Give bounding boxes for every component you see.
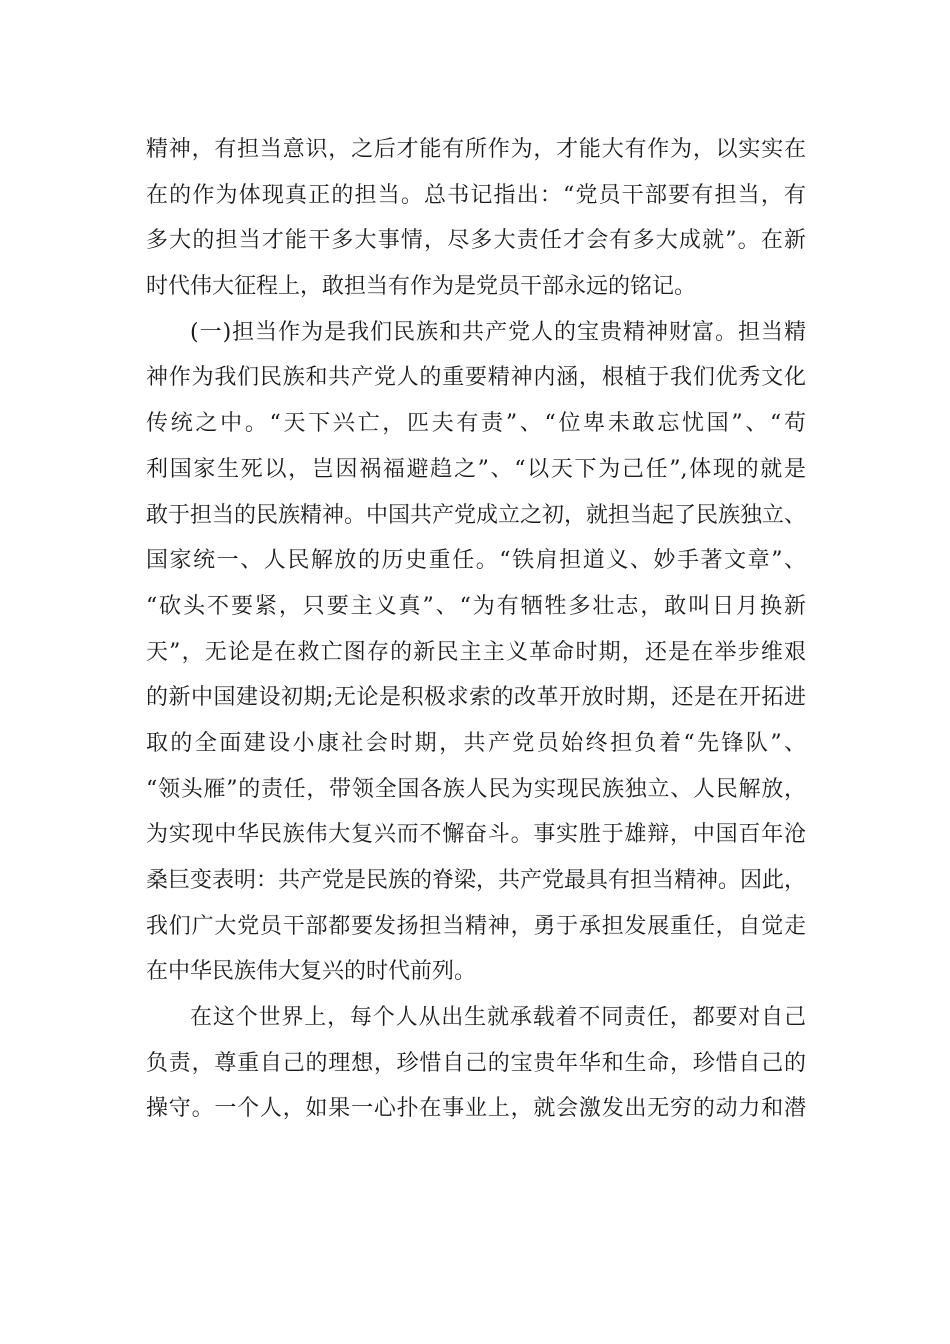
text-line: “领头雁”的责任，带领全国各族人民为实现民族独立、人民解放， [146, 776, 806, 802]
paragraph-first-line: 在这个世界上，每个人从出生就承载着不同责任，都要对自己 [190, 1005, 806, 1031]
text-line: “砍头不要紧，只要主义真”、“为有牺牲多壮志，敢叫日月换新 [146, 593, 806, 619]
text-line: 精神，有担当意识，之后才能有所作为，才能大有作为，以实实在 [146, 137, 806, 162]
text-line: 操守。一个人，如果一心扑在事业上，就会激发出无穷的动力和潜 [146, 1096, 806, 1122]
text-line: 桑巨变表明：共产党是民族的脊梁，共产党最具有担当精神。因此， [146, 868, 807, 893]
text-line: 天”，无论是在救亡图存的新民主主义革命时期，还是在举步维艰 [146, 639, 806, 665]
text-line: 为实现中华民族伟大复兴而不懈奋斗。事实胜于雄辩，中国百年沧 [146, 822, 806, 848]
text-line: 国家统一、人民解放的历史重任。“铁肩担道义、妙手著文章”、 [146, 548, 806, 574]
text-line: 在中华民族伟大复兴的时代前列。 [146, 959, 477, 985]
text-line: 时代伟大征程上，敢担当有作为是党员干部永远的铭记。 [146, 274, 697, 300]
text-line: 敢于担当的民族精神。中国共产党成立之初，就担当起了民族独立、 [146, 502, 807, 528]
text-line: 利国家生死以，岂因祸福避趋之”、“以天下为己任”,体现的就是 [146, 456, 806, 482]
document-body [146, 127, 806, 1132]
text-line: 负责，尊重自己的理想，珍惜自己的宝贵年华和生命，珍惜自己的 [146, 1050, 806, 1076]
paragraph-first-line: (一)担当作为是我们民族和共产党人的宝贵精神财富。担当精 [190, 319, 806, 345]
text-line: 取的全面建设小康社会时期，共产党员始终担负着“先锋队”、 [146, 730, 806, 756]
text-line: 多大的担当才能干多大事情，尽多大责任才会有多大成就”。在新 [146, 228, 806, 254]
text-line: 的新中国建设初期;无论是积极求索的改革开放时期，还是在开拓进 [146, 685, 806, 711]
text-line: 我们广大党员干部都要发扬担当精神，勇于承担发展重任，自觉走 [146, 913, 806, 939]
text-line: 在的作为体现真正的担当。总书记指出：“党员干部要有担当，有 [146, 182, 806, 208]
text-line: 神作为我们民族和共产党人的重要精神内涵，根植于我们优秀文化 [146, 365, 806, 391]
text-line: 传统之中。“天下兴亡，匹夫有责”、“位卑未敢忘忧国”、“苟 [146, 411, 806, 437]
